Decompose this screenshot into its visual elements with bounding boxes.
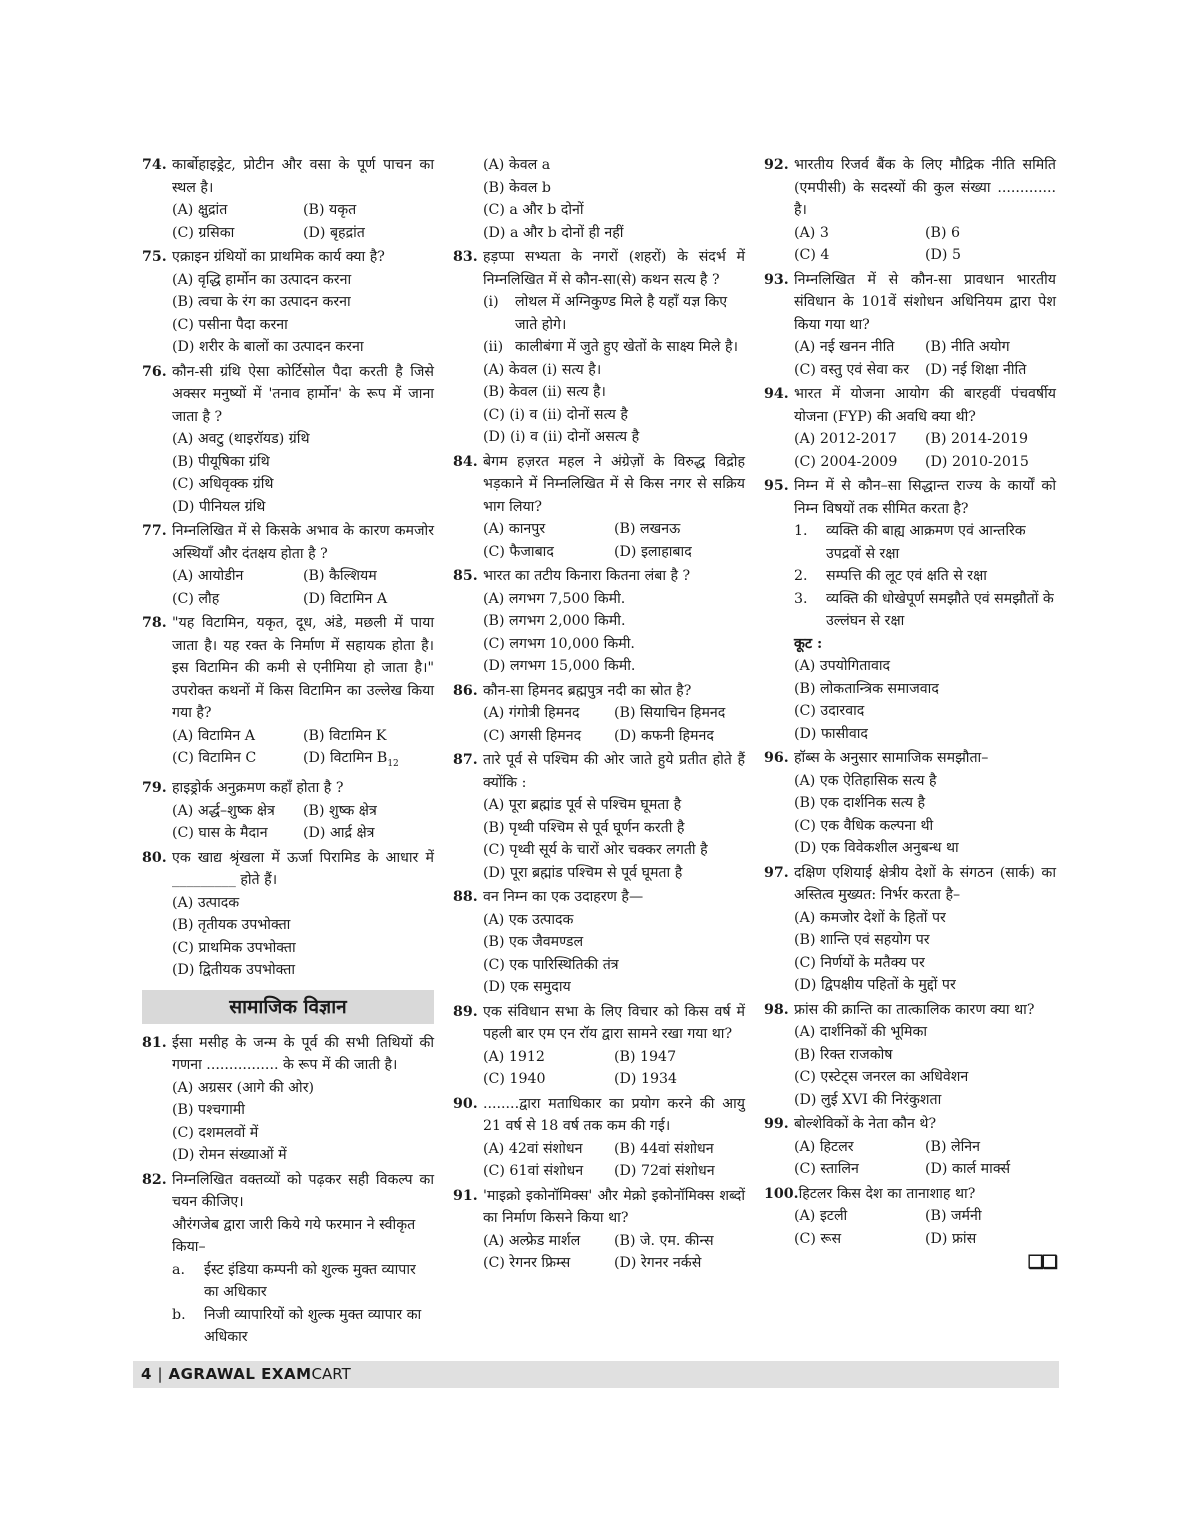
statement-text: सम्पत्ति की लूट एवं क्षति से रक्षा [826, 568, 987, 584]
option-c: (C) 2004-2009 [794, 453, 898, 470]
question-text: भारत में योजना आयोग की बारहवीं पंचवर्षीय योजना (FYP) की अवधि क्या थी? [794, 386, 1056, 425]
question-text: दक्षिण एशियाई क्षेत्रीय देशों के संगठन (सार्क) का अस्तित्व मुख्यत: निर्भर करता है– [794, 864, 1056, 903]
option-a: (A) एक ऐतिहासिक सत्य है [794, 772, 937, 789]
question-text: हाइड्रोर्क अनुक्रमण कहाँ होता है ? [172, 780, 344, 797]
question-93 [764, 269, 1056, 382]
statement-label: b. [172, 1306, 186, 1323]
option-d: (D) बृहद्रांत [303, 224, 365, 241]
question-number: 99. [764, 1116, 789, 1132]
question-text: हड़प्पा सभ्यता के नगरों (शहरों) के संदर्भ में निम्नलिखित में से कौन-सा(से) कथन सत्य है ? [483, 249, 745, 288]
option-c: (C) रूस [794, 1230, 842, 1247]
question-number: 95. [764, 478, 789, 494]
option-c: (C) स्तालिन [794, 1161, 859, 1177]
option-d: (D) 72वां संशोधन [614, 1163, 715, 1179]
option-a: (A) 1912 [483, 1048, 545, 1065]
option-a: (A) लगभग 7,500 किमी. [483, 590, 626, 607]
question-83 [453, 246, 745, 449]
question-text: भारतीय रिजर्व बैंक के लिए मौद्रिक नीति समिति (एमपीसी) के सदस्यों की कुल संख्या ............. है। [794, 157, 1056, 218]
question-92 [764, 154, 1056, 267]
option-d: (D) कार्ल मार्क्स [925, 1161, 1011, 1177]
code-label: कूट : [794, 635, 823, 652]
option-d: (D) a और b दोनों ही नहीं [483, 224, 624, 241]
option-b: (B) शान्ति एवं सहयोग पर [794, 932, 930, 948]
option-d: (D) 1934 [614, 1071, 678, 1087]
option-b: (B) 1947 [614, 1048, 677, 1065]
question-91 [453, 1185, 745, 1275]
option-c: (C) फैजाबाद [483, 543, 554, 560]
option-b: (B) 2014-2019 [925, 431, 1029, 447]
question-84 [453, 451, 745, 564]
option-a: (A) अवटु (थाइरॉयड) ग्रंथि [172, 431, 310, 447]
option-b: (B) एक जैवमण्डल [483, 934, 584, 950]
question-text: ईसा मसीह के जन्म के पूर्व की सभी तिथियों की गणना ................ के रूप में की जाती है। [172, 1034, 434, 1074]
footer-separator: | [157, 1365, 163, 1383]
question-97 [764, 862, 1056, 997]
option-d: (D) एक विवेकशील अनुबन्ध था [794, 840, 959, 856]
option-a: (A) अल्फ्रेड मार्शल [483, 1232, 581, 1249]
option-b: (B) 44वां संशोधन [614, 1140, 714, 1157]
option-a: (A) उत्पादक [172, 894, 240, 911]
option-d: (D) रेगनर नर्कसे [614, 1255, 702, 1271]
question-number: 92. [764, 157, 789, 173]
option-b: (B) तृतीयक उपभोक्ता [172, 917, 291, 934]
question-statement: औरंगजेब द्वारा जारी किये गये फरमान ने स्वीकृत किया– [172, 1216, 416, 1256]
question-76 [142, 361, 434, 519]
option-a: (A) 2012-2017 [794, 431, 897, 447]
column-left [142, 154, 434, 1351]
question-number: 91. [453, 1187, 478, 1204]
option-d: (D) पूरा ब्रह्मांड पश्चिम से पूर्व घूमता है [483, 864, 683, 881]
question-number: 77. [142, 523, 167, 539]
option-c: (C) विटामिन C [172, 750, 257, 766]
question-text: एक संविधान सभा के लिए विचार को किस वर्ष में पहली बार एम एन रॉय द्वारा सामने रखा गया था? [483, 1003, 745, 1042]
option-b: (B) शुष्क क्षेत्र [303, 802, 377, 819]
question-number: 100. [764, 1185, 799, 1202]
option-c: (C) उदारवाद [794, 703, 865, 719]
option-c: (C) 61वां संशोधन [483, 1163, 584, 1179]
option-c: (C) निर्णयों के मतैक्य पर [794, 954, 925, 971]
question-82-options [453, 154, 745, 244]
option-a: (A) अर्द्ध–शुष्क क्षेत्र [172, 802, 275, 819]
option-c: (C) ग्रसिका [172, 224, 235, 241]
option-a: (A) केवल a [483, 157, 551, 173]
statement-text: कालीबंगा में जुते हुए खेतों के साक्ष्य मिले है। [515, 339, 738, 355]
question-75 [142, 246, 434, 359]
question-number: 79. [142, 780, 167, 797]
question-82 [142, 1169, 434, 1349]
question-text: 'माइक्रो इकोनॉमिक्स' और मेक्रो इकोनॉमिक्स शब्दों का निर्माण किसने किया था? [483, 1187, 745, 1226]
question-number: 98. [764, 1001, 789, 1018]
option-a: (A) आयोडीन [172, 568, 244, 584]
option-d: (D) कफनी हिमनद [614, 727, 714, 744]
option-a: (A) वृद्धि हार्मोन का उत्पादन करना [172, 271, 352, 288]
question-80 [142, 847, 434, 982]
statement-text: लोथल में अग्निकुण्ड मिले है यहाँ यज्ञ किए जाते होगे। [515, 294, 728, 333]
option-d: (D) 2010-2015 [925, 453, 1029, 470]
question-88 [453, 886, 745, 999]
question-text: एक्राइन ग्रंथियों का प्राथमिक कार्य क्या है? [172, 249, 385, 265]
page-number: 4 [141, 1365, 152, 1383]
question-78 [142, 612, 434, 775]
question-number: 80. [142, 849, 167, 866]
option-b: (B) एक दार्शनिक सत्य है [794, 795, 926, 811]
question-number: 81. [142, 1034, 167, 1051]
option-d: (D) फासीवाद [794, 725, 868, 742]
option-d: (D) लगभग 15,000 किमी. [483, 658, 636, 674]
option-a: (A) नई खनन नीति [794, 339, 895, 355]
option-a: (A) हिटलर [794, 1138, 854, 1155]
option-c: (C) एक पारिस्थितिकी तंत्र [483, 956, 619, 973]
option-c: (C) एक वैधिक कल्पना थी [794, 817, 934, 834]
option-d-subscript: 12 [387, 758, 399, 769]
option-b: (B) सियाचिन हिमनद [614, 705, 726, 721]
option-c: (C) a और b दोनों [483, 202, 584, 218]
option-d: (D) आर्द्र क्षेत्र [303, 825, 375, 842]
option-c: (C) प्राथमिक उपभोक्ता [172, 939, 296, 956]
option-b: (B) लगभग 2,000 किमी. [483, 613, 626, 629]
question-text: निम्नलिखित में से कौन-सा प्रावधान भारतीय संविधान के 101वें संशोधन अधिनियम द्वारा पेश किया गया था? [794, 271, 1056, 333]
page-footer [133, 1361, 1059, 1388]
question-text: कार्बोहाइड्रेट, प्रोटीन और वसा के पूर्ण पाचन का स्थल है। [172, 157, 434, 196]
option-b: (B) जर्मनी [925, 1208, 982, 1224]
question-text: निम्न में से कौन–सा सिद्धान्त राज्य के कार्यों को निम्न विषयों तक सीमित करता है? [794, 478, 1056, 517]
option-a: (A) कानपुर [483, 521, 546, 537]
column-right [764, 154, 1056, 1275]
option-b: (B) त्वचा के रंग का उत्पादन करना [172, 294, 351, 310]
option-c: (C) पसीना पैदा करना [172, 316, 288, 333]
question-text: हिटलर किस देश का तानाशाह था? [798, 1185, 976, 1202]
statement-label: (i) [483, 294, 499, 310]
question-100 [764, 1183, 1056, 1251]
statement-text: व्यक्ति की बाह्य आक्रमण एवं आन्तरिक उपद्रवों से रक्षा [826, 523, 1026, 562]
option-a: (A) दार्शनिकों की भूमिका [794, 1024, 928, 1040]
option-d: (D) विटामिन A [303, 590, 388, 607]
question-90 [453, 1093, 745, 1183]
question-text: हॉब्स के अनुसार सामाजिक समझौता– [794, 750, 989, 766]
option-a: (A) विटामिन A [172, 727, 256, 744]
option-b: (B) पीयूषिका ग्रंथि [172, 453, 270, 470]
end-mark: ❑❑ [1027, 1252, 1056, 1273]
question-99 [764, 1113, 1056, 1181]
option-c: (C) लगभग 10,000 किमी. [483, 635, 635, 652]
option-a: (A) गंगोत्री हिमनद [483, 705, 580, 721]
question-text: बेगम हज़रत महल ने अंग्रेज़ों के विरुद्ध विद्रोह भड़काने में निम्नलिखित में से किस नगर से सक्रिय भाग लिया? [483, 453, 745, 515]
option-d [303, 747, 434, 775]
option-a: (A) 42वां संशोधन [483, 1140, 583, 1157]
option-a: (A) इटली [794, 1208, 848, 1224]
option-c: (C) घास के मैदान [172, 825, 268, 842]
question-number: 78. [142, 615, 167, 631]
question-number: 88. [453, 889, 478, 905]
option-a: (A) क्षुद्रांत [172, 202, 228, 218]
option-d: (D) द्वितीयक उपभोक्ता [172, 962, 296, 979]
question-79 [142, 777, 434, 845]
option-d: (D) एक समुदाय [483, 979, 571, 995]
question-number: 86. [453, 682, 478, 699]
question-text: एक खाद्य श्रृंखला में ऊर्जा पिरामिड के आधार में _________ होते हैं। [172, 849, 434, 889]
option-a: (A) पूरा ब्रह्मांड पूर्व से पश्चिम घूमता है [483, 797, 682, 813]
option-c: (C) लौह [172, 590, 220, 607]
question-77 [142, 520, 434, 610]
option-c: (C) दशमलवों में [172, 1124, 259, 1141]
option-c: (C) अधिवृक्क ग्रंथि [172, 476, 274, 492]
option-b: (B) रिक्त राजकोष [794, 1046, 893, 1063]
statement-text: व्यक्ति की धोखेपूर्ण समझौते एवं समझौतों के उल्लंघन से रक्षा [826, 590, 1054, 629]
option-b: (B) लेनिन [925, 1138, 981, 1155]
question-number: 87. [453, 752, 478, 768]
option-a: (A) उपयोगितावाद [794, 658, 891, 674]
option-d: (D) पीनियल ग्रंथि [172, 498, 266, 515]
option-d-text: (D) विटामिन B [303, 750, 388, 766]
question-number: 89. [453, 1003, 478, 1020]
option-b: (B) केवल (ii) सत्य है। [483, 384, 606, 400]
question-text: वन निम्न का एक उदाहरण है— [483, 889, 644, 905]
question-number: 75. [142, 249, 167, 265]
option-a: (A) एक उत्पादक [483, 911, 574, 928]
brand-name: AGRAWAL [168, 1365, 262, 1383]
section-heading: सामाजिक विज्ञान [142, 990, 434, 1024]
statement-label: (ii) [483, 339, 504, 355]
option-c: (C) अगसी हिमनद [483, 727, 582, 744]
question-number: 94. [764, 386, 789, 402]
option-b: (B) 6 [925, 224, 961, 241]
option-c: (C) 4 [794, 247, 830, 263]
option-d: (D) 5 [925, 247, 961, 263]
option-d: (D) नई शिक्षा नीति [925, 361, 1027, 378]
question-text: "यह विटामिन, यकृत, दूध, अंडे, मछली में पाया जाता है। यह रक्त के निर्माण में सहायक होता है। इस विटामिन की कमी से एनीमिया हो जाता है।" उपरोक्त कथनों में किस विटामिन का उल्लेख किया गया है? [172, 615, 434, 721]
question-text: भारत का तटीय किनारा कितना लंबा है ? [483, 568, 691, 584]
question-number: 90. [453, 1095, 478, 1112]
statement-label: a. [172, 1261, 185, 1278]
question-number: 85. [453, 568, 478, 584]
question-number: 97. [764, 864, 789, 881]
option-c: (C) (i) व (ii) दोनों सत्य है [483, 406, 628, 423]
question-87 [453, 749, 745, 884]
option-c: (C) रेगनर फ्रिम्स [483, 1255, 571, 1271]
question-number: 74. [142, 157, 167, 173]
option-a: (A) 3 [794, 224, 829, 241]
question-98 [764, 999, 1056, 1112]
option-c: (C) वस्तु एवं सेवा कर [794, 361, 910, 378]
option-b: (B) नीति अयोग [925, 339, 1010, 355]
option-d: (D) (i) व (ii) दोनों असत्य है [483, 429, 640, 445]
statement-label: 1. [794, 523, 808, 539]
question-number: 93. [764, 271, 789, 288]
question-number: 96. [764, 750, 789, 766]
question-text: निम्नलिखित में से किसके अभाव के कारण कमजोर अस्थियाँ और दंतक्षय होता है ? [172, 523, 434, 562]
question-86 [453, 680, 745, 748]
question-number: 83. [453, 249, 478, 265]
option-c: (C) पृथ्वी सूर्य के चारों ओर चक्कर लगती है [483, 842, 708, 858]
statement-label: 2. [794, 568, 808, 584]
question-text: फ्रांस की क्रान्ति का तात्कालिक कारण क्या था? [794, 1001, 1035, 1018]
option-d: (D) रोमन संख्याओं में [172, 1147, 287, 1164]
question-text: ........द्वारा मताधिकार का प्रयोग करने की आयु 21 वर्ष से 18 वर्ष तक कम की गई। [483, 1095, 745, 1134]
question-text: कौन-सी ग्रंथि ऐसा कोर्टिसोल पैदा करती है जिसे अक्सर मनुष्यों में 'तनाव हार्मोन' के रूप में जाना जाता है ? [172, 363, 434, 425]
option-c: (C) 1940 [483, 1071, 546, 1087]
option-b: (B) पृथ्वी पश्चिम से पूर्व घूर्णन करती है [483, 819, 685, 836]
statement-label: 3. [794, 590, 808, 607]
option-c: (C) एस्टेट्स जनरल का अधिवेशन [794, 1069, 969, 1085]
question-85 [453, 565, 745, 678]
brand-exam: EXAM [261, 1365, 312, 1383]
option-d: (D) इलाहाबाद [614, 543, 692, 560]
option-b: (B) विटामिन K [303, 727, 387, 744]
question-text: निम्नलिखित वक्तव्यों को पढ़कर सही विकल्प का चयन कीजिए। [172, 1171, 434, 1211]
option-b: (B) केवल b [483, 179, 552, 196]
question-95 [764, 475, 1056, 745]
statement-text: निजी व्यापारियों को शुल्क मुक्त व्यापार का अधिकार [204, 1306, 422, 1346]
question-96 [764, 747, 1056, 860]
question-number: 76. [142, 363, 167, 380]
option-b: (B) यकृत [303, 202, 357, 218]
option-a: (A) केवल (i) सत्य है। [483, 361, 602, 378]
option-b: (B) कैल्शियम [303, 568, 377, 584]
question-81 [142, 1032, 434, 1167]
question-number: 82. [142, 1171, 167, 1188]
question-74 [142, 154, 434, 244]
option-b: (B) जे. एम. कीन्स [614, 1232, 714, 1249]
question-text: तारे पूर्व से पश्चिम की ओर जाते हुये प्रतीत होते हैं क्योंकि : [483, 752, 745, 791]
option-a: (A) अग्रसर (आगे की ओर) [172, 1079, 315, 1096]
question-text: कौन-सा हिमनद ब्रह्मपुत्र नदी का स्रोत है? [483, 682, 692, 699]
question-text: बोल्शेविकों के नेता कौन थे? [794, 1116, 937, 1132]
option-b: (B) लोकतान्त्रिक समाजवाद [794, 680, 939, 697]
question-94 [764, 383, 1056, 473]
option-b: (B) पश्चगामी [172, 1102, 245, 1119]
option-d: (D) द्विपक्षीय पहितों के मुद्दों पर [794, 977, 956, 993]
option-a: (A) कमजोर देशों के हितों पर [794, 909, 946, 926]
question-number: 84. [453, 453, 478, 470]
column-middle [453, 154, 745, 1277]
statement-text: ईस्ट इंडिया कम्पनी को शुल्क मुक्त व्यापार का अधिकार [204, 1261, 416, 1301]
option-b: (B) लखनऊ [614, 521, 681, 537]
question-89 [453, 1001, 745, 1091]
option-d: (D) शरीर के बालों का उत्पादन करना [172, 339, 364, 355]
option-d: (D) फ्रांस [925, 1230, 977, 1247]
option-d: (D) लुई XVI की निरंकुशता [794, 1091, 942, 1108]
brand-cart: CART [311, 1365, 351, 1383]
